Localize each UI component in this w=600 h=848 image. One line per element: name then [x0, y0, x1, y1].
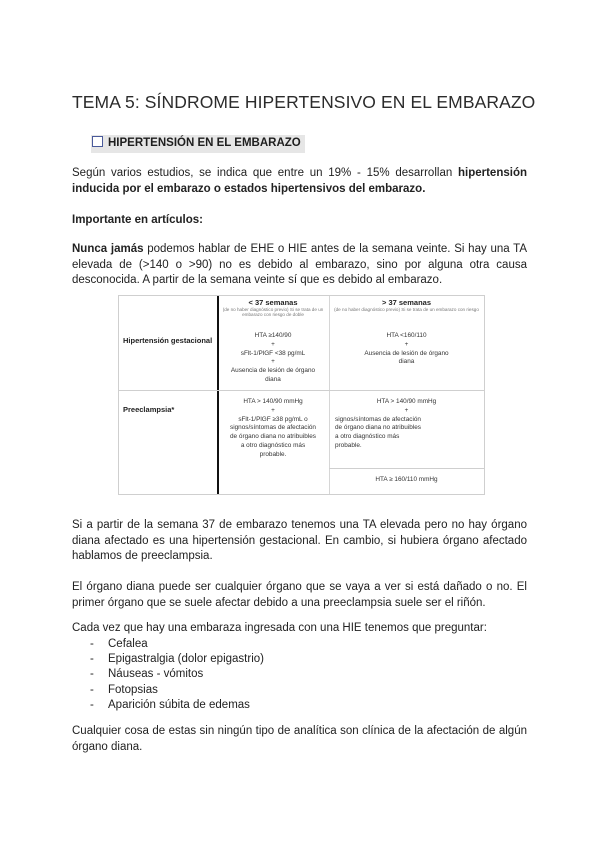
table-divider: [119, 390, 484, 391]
paragraph-intro-line2: inducida por el embarazo o estados hipertensivos del embarazo.: [72, 182, 426, 195]
list-item: - Aparición súbita de edemas: [90, 698, 250, 711]
paragraph-conclusion: Cualquier cosa de estas sin ningún tipo de analítica son clínica de la afectación de algún órgano diana.: [72, 725, 527, 753]
section-heading-text: HIPERTENSIÓN EN EL EMBARAZO: [108, 137, 301, 149]
paragraph-never-line2: elevada de (>140 o >90) no es debido al embarazo, sino por alguna otra causa: [72, 258, 527, 271]
paragraph-intro-line1: Según varios estudios, se indica que entre un 19% - 15% desarrollan hipertensión: [72, 167, 527, 179]
paragraph-ask: Cada vez que hay una embaraza ingresada con una HIE tenemos que preguntar:: [72, 622, 487, 634]
page-title: TEMA 5: SÍNDROME HIPERTENSIVO EN EL EMBARAZO: [72, 92, 536, 112]
classification-table: [118, 295, 485, 495]
table-cell: HTA <160/110 + Ausencia de lesión de órgano diana: [364, 332, 449, 366]
table-col-header-lt37: < 37 semanas: [248, 298, 298, 307]
table-divider: [217, 296, 219, 494]
paragraph-target-organ: El órgano diana puede ser cualquier órgano que se vaya a ver si está dañado o no. El primer órgano que se suele afectar debido a una preeclampsia suele ser el riñón.: [72, 581, 527, 609]
table-cell: HTA > 140/90 mmHg + sFlt-1/PlGF ≥38 pg/mL o signos/síntomas de afectación de órgano diana no atribuibles a otro diagnóstico más probable.: [230, 398, 316, 458]
table-col-header-gt37: > 37 semanas: [382, 298, 431, 307]
table-divider: [329, 296, 330, 494]
paragraph-never: [72, 242, 527, 289]
table-divider: [329, 468, 484, 469]
list-item: - Náuseas - vómitos: [90, 668, 204, 681]
table-row-header-preeclampsia: Preeclampsia*: [123, 405, 175, 414]
checkbox-icon: [92, 136, 103, 147]
table-cell: HTA > 140/90 mmHg + signos/síntomas de afectación de órgano diana no atribuibles a otro diagnóstico más probable.: [335, 398, 437, 449]
table-cell: HTA ≥140/90 + sFlt-1/PlGF <38 pg/mL + Ausencia de lesión de órgano diana: [230, 332, 316, 383]
table-cell: HTA ≥ 160/110 mmHg: [375, 476, 438, 483]
section-heading: [91, 135, 305, 153]
subheading-important: Importante en artículos:: [72, 214, 203, 226]
list-item: - Epigastralgia (dolor epigastrio): [90, 653, 264, 666]
paragraph-intro: [72, 166, 527, 197]
list-item: - Cefalea: [90, 638, 148, 650]
symptom-list: [90, 637, 264, 713]
paragraph-never-line3: desconocida. A partir de la semana veinte sí que es debido al embarazo.: [72, 274, 443, 286]
table-row-header-gestational: Hipertensión gestacional: [123, 336, 213, 345]
paragraph-never-line1: Nunca jamás podemos hablar de EHE o HIE antes de la semana veinte. Si hay una TA: [72, 243, 528, 255]
table-col-subheader: (de no haber diagnóstico previo) Si se trata de un embarazo con riesgo de doble: [222, 307, 324, 318]
paragraph-week37: Si a partir de la semana 37 de embarazo tenemos una TA elevada pero no hay órgano diana afectado es una hipertensión gestacional. En cambio, si hubiera órgano afectado hablamos de preeclampsia.: [72, 519, 527, 562]
list-item: - Fotopsias: [90, 683, 158, 696]
table-col-subheader: (de no haber diagnóstico previo) Si se trata de un embarazo con riesgo: [334, 307, 479, 312]
